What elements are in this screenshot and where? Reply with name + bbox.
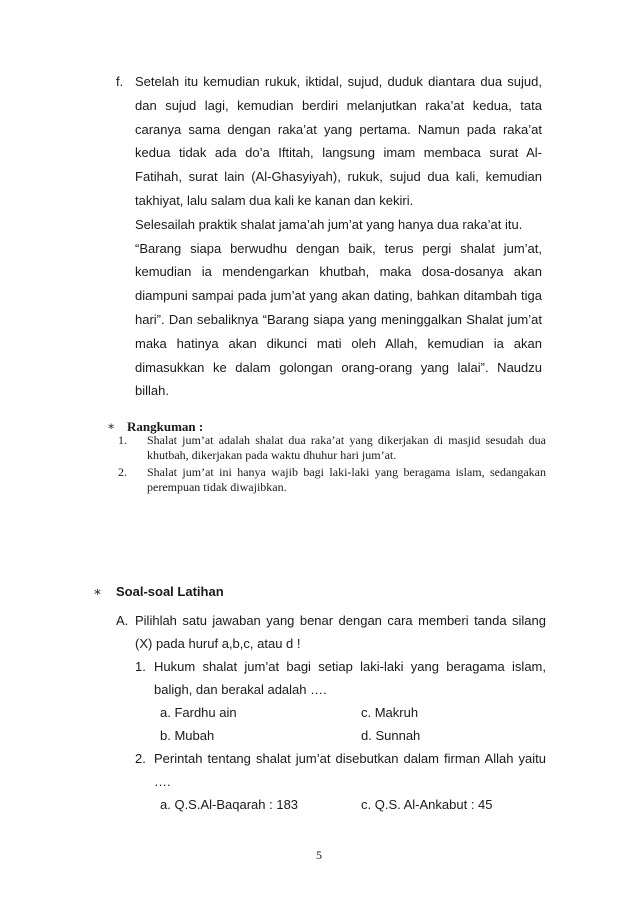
option-b: b. Mubah — [160, 728, 215, 743]
option-c: c. Q.S. Al-Ankabut : 45 — [361, 797, 493, 812]
section-f-body — [135, 70, 542, 403]
question-number: 1. — [135, 659, 146, 674]
answer-options — [160, 701, 540, 747]
item-marker-f: f. — [116, 74, 124, 89]
list-item — [118, 465, 546, 495]
list-item-number: 1. — [118, 433, 127, 447]
instruction-text: Pilihlah satu jawaban yang benar dengan cara memberi tanda silang (X) pada huruf a,b,c, atau d ! — [135, 613, 546, 651]
list-item-number: 2. — [118, 465, 127, 479]
section-f-paragraph: Selesailah praktik shalat jama’ah jum’at yang hanya dua raka’at itu. — [135, 216, 523, 232]
list-item-text: Shalat jum’at ini hanya wajib bagi laki-laki yang beragama islam, sedangakan perempuan tidak diwajibkan. — [147, 465, 546, 494]
question-text: Hukum shalat jum’at bagi setiap laki-laki yang beragama islam, baligh, dan berakal adalah …. — [154, 659, 546, 697]
question-item — [135, 747, 546, 793]
hadith-paragraph: “Barang siapa berwudhu dengan baik, terus pergi shalat jum’at, kemudian ia mendengarkan khutbah, maka dosa-dosanya akan diampuni sampai pada jum’at yang akan dating, bahkan ditambah tiga hari”. Dan sebaliknya “Barang siapa yang meninggalkan Shalat jum’at maka hatinya akan dikunci mati oleh Allah, kemudian ia akan dimasukkan ke dalam golongan orang-orang yang lalai”. Naudzu billah. — [135, 240, 542, 399]
option-c: c. Makruh — [361, 705, 419, 720]
page-number: 5 — [316, 848, 322, 862]
section-letter: A. — [116, 613, 129, 628]
question-number: 2. — [135, 751, 146, 766]
list-item-text: Shalat jum’at adalah shalat dua raka’at yang dikerjakan di masjid sesudah dua khutbah, dikerjakan pada waktu dhuhur hari jum’at. — [147, 433, 546, 462]
asterisk-bullet-icon: ∗ — [107, 419, 116, 433]
exercise-instruction — [116, 609, 546, 655]
exercise-heading: Soal-soal Latihan — [116, 584, 224, 599]
answer-options — [160, 793, 540, 816]
list-item — [118, 433, 546, 463]
summary-heading: Rangkuman : — [127, 419, 204, 434]
question-item — [135, 655, 546, 701]
asterisk-bullet-icon: ∗ — [93, 584, 102, 599]
option-a: a. Fardhu ain — [160, 705, 237, 720]
question-text: Perintah tentang shalat jum’at disebutkan dalam firman Allah yaitu …. — [154, 751, 546, 789]
option-a: a. Q.S.Al-Baqarah : 183 — [160, 797, 299, 812]
option-d: d. Sunnah — [361, 728, 421, 743]
summary-list — [118, 433, 546, 495]
section-f-paragraph: Setelah itu kemudian rukuk, iktidal, sujud, duduk diantara dua sujud, dan sujud lagi, kemudian berdiri melanjutkan raka’at kedua, tata caranya sama dengan raka’at yang pertama. Namun pada raka’at kedua tidak ada do’a Iftitah, langsung imam membaca surat Al-Fatihah, surat lain (Al-Ghasyiyah), rukuk, sujud dua kali, kemudian takhiyat, lalu salam dua kali ke kanan dan kekiri. — [135, 74, 542, 208]
